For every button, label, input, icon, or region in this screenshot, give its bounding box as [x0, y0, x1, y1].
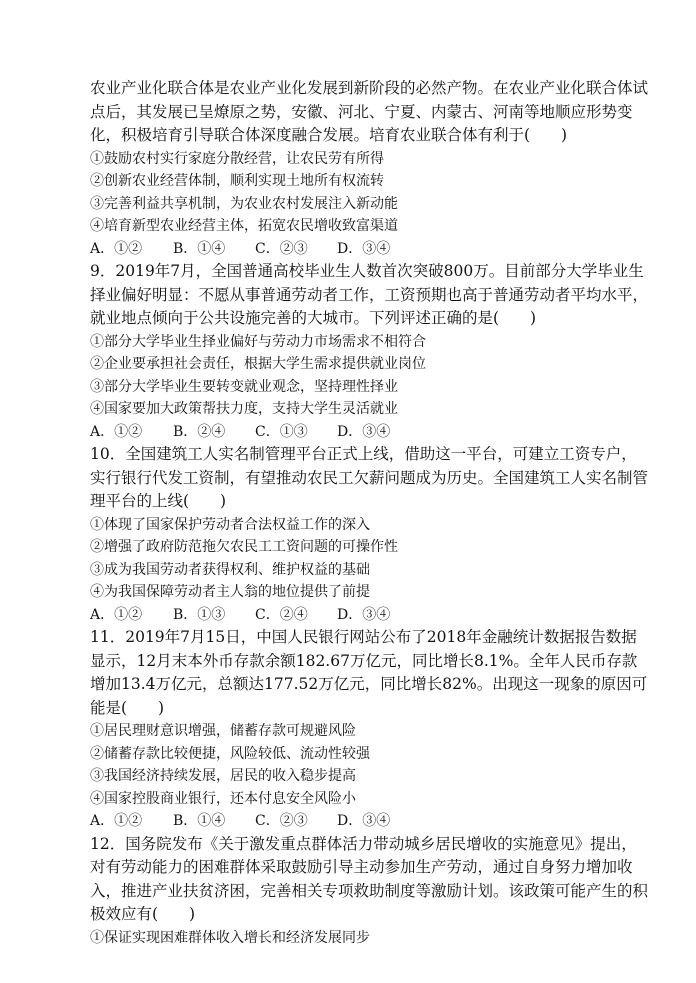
option-4: ④国家控股商业银行，还本付息安全风险小 [90, 790, 356, 807]
option-3: ③我国经济持续发展，居民的收入稳步提高 [90, 768, 356, 784]
option-3: ③成为我国劳动者获得权利、维护权益的基础 [90, 561, 370, 578]
option-2: ②储蓄存款比较便捷，风险较低、流动性较强 [90, 745, 370, 762]
option-4: ④为我国保障劳动者主人翁的地位提供了前提 [90, 584, 370, 600]
option-2: ②增强了政府防范拖欠农民工工资问题的可操作性 [90, 539, 398, 555]
choice-a: A．①② [90, 813, 143, 829]
option-1: ①部分大学毕业生择业偏好与劳动力市场需求不相符合 [90, 333, 426, 350]
option-1: ①鼓励农村实行家庭分散经营，让农民劳有所得 [90, 150, 384, 167]
question-stem: 10．全国建筑工人实名制管理平台正式上线，借助这一平台，可建立工资专户，实行银行代发工资制，有望推动农民工欠薪问题成为历史。全国建筑工人实名制管理平台的上线( ) [90, 445, 649, 510]
choice-c: C．②③ [255, 813, 308, 829]
choice-d: D．③④ [337, 813, 391, 829]
question-stem: 12．国务院发布《关于激发重点群体活力带动城乡居民增收的实施意见》提出，对有劳动能力的困难群体采取鼓励引导主动参加生产劳动，通过自身努力增加收入，推进产业扶贫济困，完善相关专项救助制度等激励计划。该政策可能产生的积极效应有( ) [90, 834, 649, 923]
question-10 [90, 443, 650, 626]
answer-choices [90, 604, 650, 627]
answer-choices [90, 238, 650, 261]
option-4: ④培育新型农业经营主体，拓宽农民增收致富渠道 [90, 218, 398, 234]
choice-b: B．①③ [173, 606, 226, 623]
option-1: ①保证实现困难群体收入增长和经济发展同步 [90, 929, 370, 946]
question-12 [90, 833, 650, 950]
question-stem: 11．2019年7月15日，中国人民银行网站公布了2018年金融统计数据报告数据显示，12月末本外币存款余额182.67万亿元，同比增长8.1%。全年人民币存款增加13.4万亿元，总额达177.52万亿元，同比增长82%。出现这一现象的原因可能是( ) [90, 628, 648, 717]
choice-d: D．③④ [337, 606, 391, 623]
choice-c: C．①③ [255, 423, 308, 440]
choice-d: D．③④ [337, 423, 391, 440]
question-11 [90, 626, 650, 833]
answer-choices [90, 421, 650, 444]
choice-d: D．③④ [337, 240, 391, 257]
choice-a: A．①② [90, 240, 143, 257]
choice-b: B．②④ [173, 423, 226, 440]
choice-b: B．①④ [173, 813, 226, 829]
option-3: ③部分大学毕业生要转变就业观念，坚持理性择业 [90, 378, 398, 395]
option-1: ①居民理财意识增强，储蓄存款可规避风险 [90, 723, 356, 739]
choice-a: A．①② [90, 423, 143, 440]
choice-c: C．②④ [255, 606, 308, 623]
option-3: ③完善利益共享机制，为农业农村发展注入新动能 [90, 195, 398, 212]
question-stem: 9．2019年7月，全国普通高校毕业生人数首次突破800万。目前部分大学毕业生择业偏好明显：不愿从事普通劳动者工作，工资预期也高于普通劳动者平均水平，就业地点倾向于公共设施完善的大城市。下列评述正确的是( ) [90, 262, 649, 327]
choice-b: B．①④ [173, 240, 226, 257]
option-2: ②创新农业经营体制，顺利实现土地所有权流转 [90, 173, 384, 189]
option-1: ①体现了国家保护劳动者合法权益工作的深入 [90, 516, 370, 533]
answer-choices [90, 810, 650, 833]
choice-a: A．①② [90, 606, 143, 623]
question-stem: 农业产业化联合体是农业产业化发展到新阶段的必然产物。在农业产业化联合体试点后，其发展已呈燎原之势，安徽、河北、宁夏、内蒙古、河南等地顺应形势变化，积极培育引导联合体深度融合发展。培育农业联合体有利于( ) [90, 79, 649, 144]
choice-c: C．②③ [255, 240, 308, 257]
option-4: ④国家要加大政策帮扶力度，支持大学生灵活就业 [90, 401, 398, 417]
question-8 [90, 77, 650, 260]
question-9 [90, 260, 650, 443]
option-2: ②企业要承担社会责任，根据大学生需求提供就业岗位 [90, 356, 426, 372]
